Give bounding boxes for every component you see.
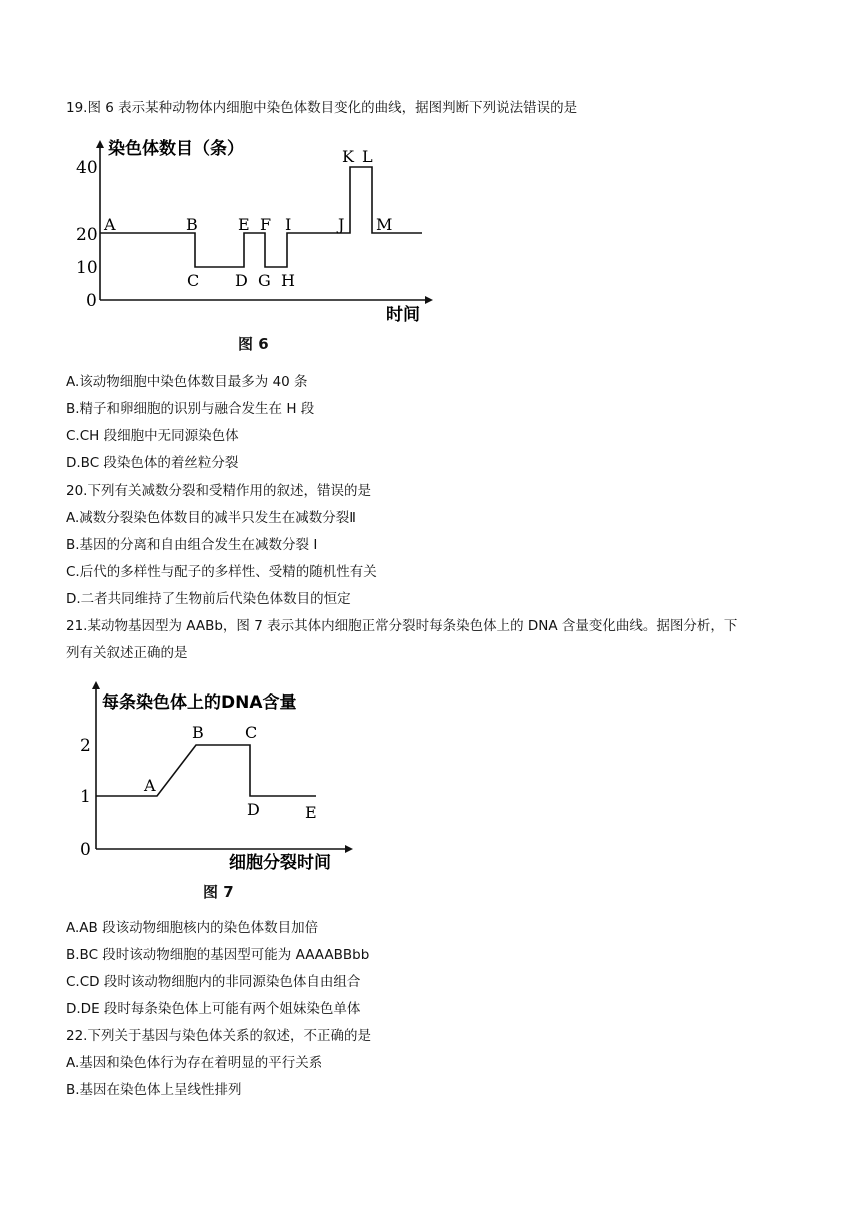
fig6-ylabel: 染色体数目（条）	[108, 139, 244, 159]
q21-option-c: C.CD 段时该动物细胞内的非同源染色体自由组合	[66, 974, 361, 990]
q20-option-a: A.减数分裂染色体数目的减半只发生在减数分裂Ⅱ	[66, 510, 356, 526]
fig6-point-L: L	[362, 147, 373, 166]
q20-option-d: D.二者共同维持了生物前后代染色体数目的恒定	[66, 591, 351, 607]
fig7-ylabel: 每条染色体上的DNA含量	[102, 693, 297, 713]
q21-option-b: B.BC 段时该动物细胞的基因型可能为 AAAABBbb	[66, 947, 370, 963]
fig6-point-M: M	[376, 215, 393, 234]
q20-stem: 20.下列有关减数分裂和受精作用的叙述，错误的是	[66, 483, 371, 499]
fig6-ytick-40: 40	[76, 158, 98, 178]
q22-stem: 22.下列关于基因与染色体关系的叙述，不正确的是	[66, 1028, 371, 1044]
fig6-point-D: D	[235, 271, 248, 290]
q21-option-d: D.DE 段时每条染色体上可能有两个姐妹染色单体	[66, 1001, 361, 1017]
q21-option-a: A.AB 段该动物细胞核内的染色体数目加倍	[66, 920, 319, 936]
fig6-point-G: G	[258, 271, 271, 290]
fig7-caption: 图 7	[203, 883, 234, 901]
q22-option-b: B.基因在染色体上呈线性排列	[66, 1082, 242, 1098]
fig6-point-I: I	[285, 215, 292, 234]
fig6-ytick-20: 20	[76, 225, 98, 245]
fig7-xlabel: 细胞分裂时间	[229, 853, 331, 873]
q19-option-b: B.精子和卵细胞的识别与融合发生在 H 段	[66, 401, 315, 417]
fig6-point-E: E	[238, 215, 250, 234]
fig6-caption: 图 6	[238, 335, 269, 353]
fig6-point-F: F	[260, 215, 272, 234]
q22-option-a: A.基因和染色体行为存在着明显的平行关系	[66, 1055, 323, 1071]
fig7-point-C: C	[245, 723, 258, 742]
fig6-point-C: C	[187, 271, 200, 290]
q19-option-a: A.该动物细胞中染色体数目最多为 40 条	[66, 374, 308, 390]
q20-option-b: B.基因的分离和自由组合发生在减数分裂 I	[66, 537, 318, 553]
q21-stem-line1: 21.某动物基因型为 AABb，图 7 表示其体内细胞正常分裂时每条染色体上的 DNA 含量变化曲线。据图分析，下	[66, 618, 738, 634]
fig6-point-A: A	[104, 215, 116, 234]
fig7-ytick-1: 1	[80, 787, 91, 807]
q19-option-c: C.CH 段细胞中无同源染色体	[66, 428, 239, 444]
fig7-curve	[96, 745, 316, 796]
fig7-point-D: D	[247, 800, 260, 819]
fig6-ytick-0: 0	[86, 291, 97, 311]
q20-option-c: C.后代的多样性与配子的多样性、受精的随机性有关	[66, 564, 377, 580]
q21-stem-line2: 列有关叙述正确的是	[66, 645, 188, 661]
fig6-point-B: B	[186, 215, 198, 234]
fig6-xlabel: 时间	[386, 305, 420, 325]
fig7-point-E: E	[305, 803, 317, 822]
fig6-point-J: J	[338, 215, 345, 234]
fig7-ytick-2: 2	[80, 736, 91, 756]
q19-option-d: D.BC 段染色体的着丝粒分裂	[66, 455, 239, 471]
fig6-point-H: H	[281, 271, 295, 290]
fig6-point-K: K	[342, 147, 354, 166]
fig7-point-B: B	[192, 723, 204, 742]
fig6-ytick-10: 10	[76, 258, 98, 278]
fig7-point-A: A	[144, 776, 156, 795]
q19-stem: 19.图 6 表示某种动物体内细胞中染色体数目变化的曲线，据图判断下列说法错误的是	[66, 100, 578, 116]
fig7-ytick-0: 0	[80, 840, 91, 860]
